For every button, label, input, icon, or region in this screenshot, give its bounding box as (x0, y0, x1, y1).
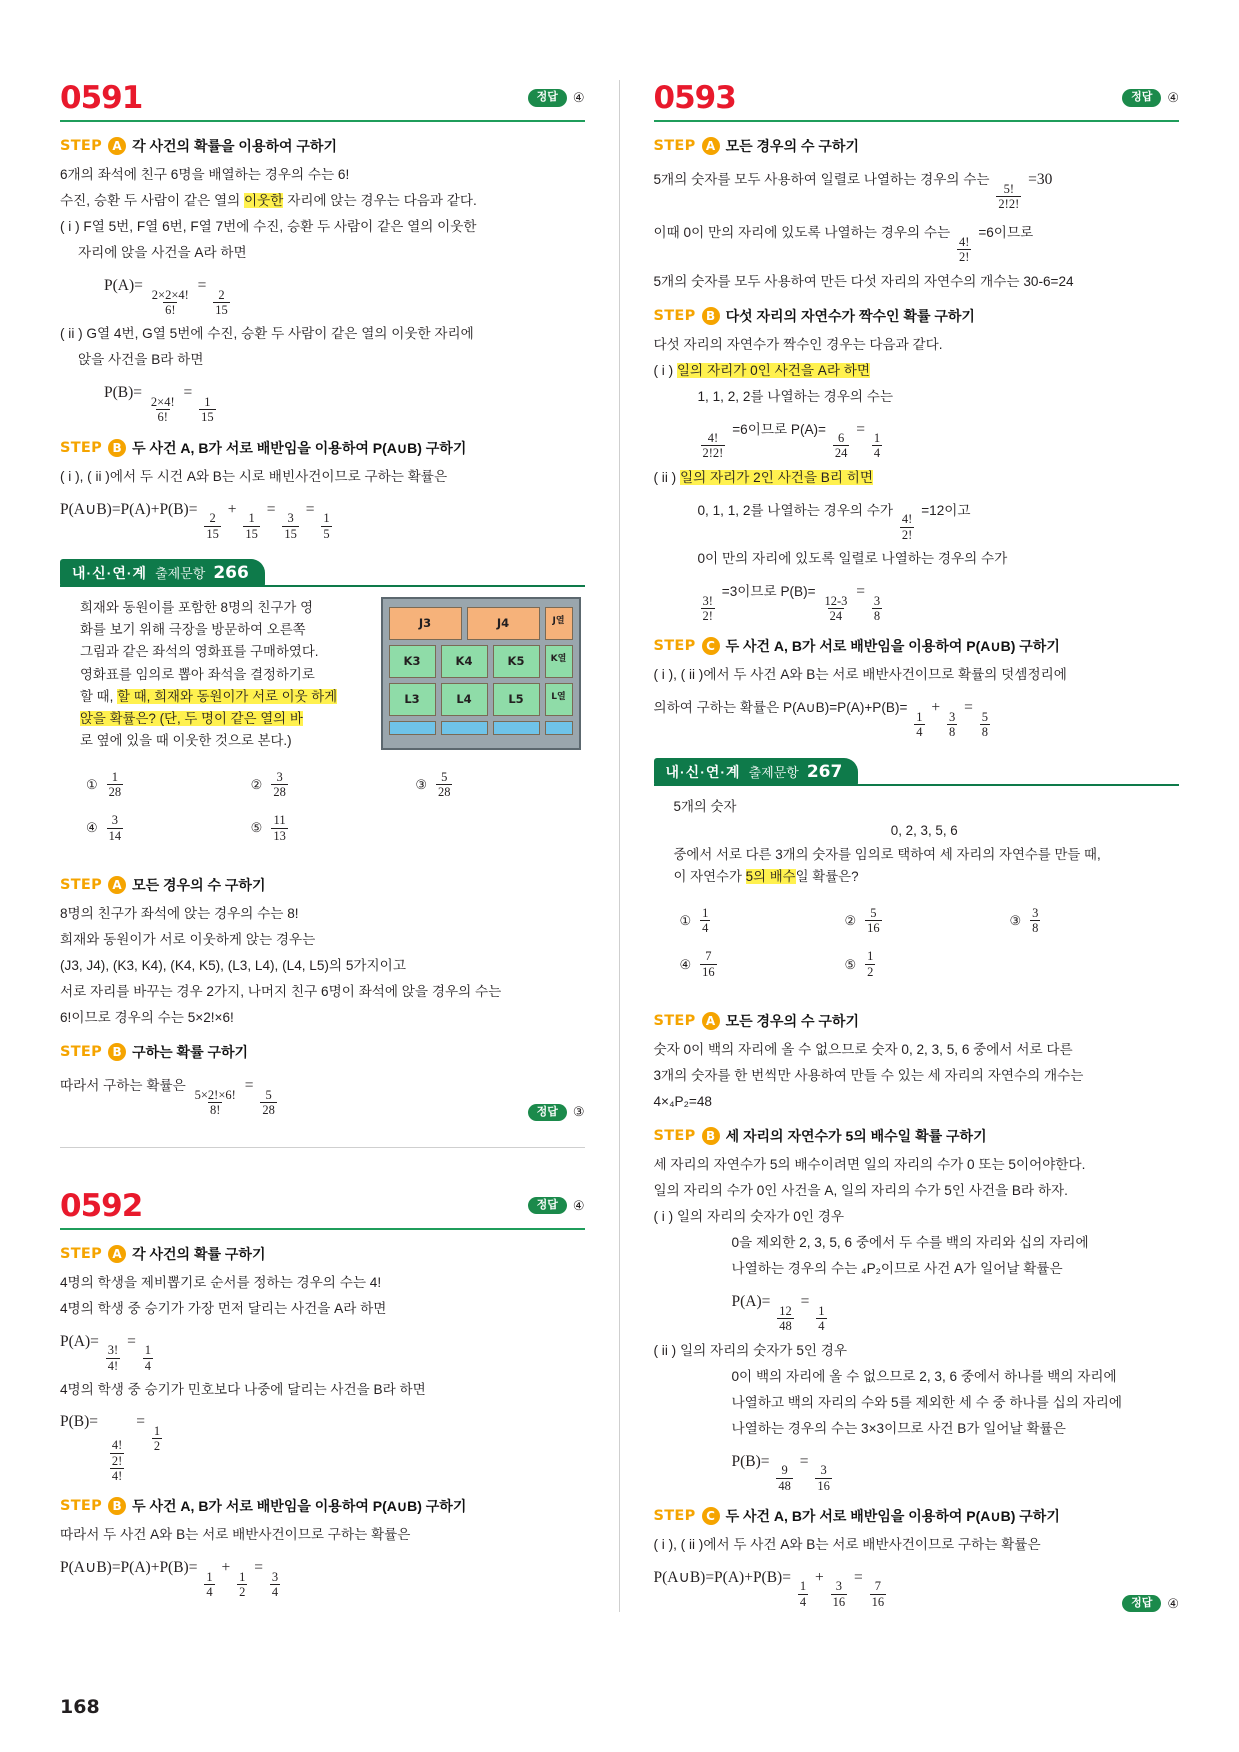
eq-sign: = (183, 384, 193, 402)
step-title: 세 자리의 자연수가 5의 배수일 확률 구하기 (725, 1128, 987, 1145)
equation-union: P(A∪B)=P(A)+P(B)= $\frac{2}{15}$ + $\frac{1}{15}$ = $\frac{3}{15}$ = $\frac{1}{5}$ (60, 500, 330, 541)
eq-lead: 따라서 구하는 확률은 (60, 1078, 186, 1094)
step-title: 두 사건 A, B가 서로 배반임을 이용하여 P(A∪B) 구하기 (132, 439, 467, 456)
fraction: $\frac{1}{4}$ (702, 905, 709, 936)
fraction: $\frac{2}{15}$ (215, 287, 228, 317)
text-line: 따라서 두 사건 A와 B는 서로 배반사건이므로 구하는 확률은 (60, 1527, 411, 1543)
step-title: 두 사건 A, B가 서로 배반임을 이용하여 P(A∪B) 구하기 (725, 638, 1060, 655)
choice-2[interactable] (845, 906, 1010, 936)
choice-5[interactable] (251, 813, 416, 843)
seat-row (389, 683, 573, 716)
seat-row-label: L열 (545, 683, 573, 716)
step-word: STEP (60, 1245, 103, 1262)
naesin-question-text (80, 597, 371, 753)
step-title: 두 사건 A, B가 서로 배반임을 이용하여 P(A∪B) 구하기 (725, 1507, 1060, 1524)
seat: L5 (493, 683, 540, 716)
step-word: STEP (60, 877, 103, 894)
naesin-body (60, 587, 585, 862)
text-line: 4×₄P₂=48 (653, 1094, 712, 1110)
choice-5[interactable] (845, 949, 1010, 979)
naesin-step-a-header (60, 875, 585, 895)
step-title: 모든 경우의 수 구하기 (725, 138, 859, 154)
choice-marker: ③ (1009, 912, 1022, 928)
naesin-box-266 (60, 559, 585, 862)
step-badge: C (702, 1507, 720, 1525)
choice-4[interactable] (680, 949, 845, 979)
text-line: 서로 자리를 바꾸는 경우 2가지, 나머지 친구 6명이 좌석에 앉을 경우의 수는 (60, 984, 502, 1000)
text-line: 영화표를 임의로 뽑아 좌석을 결정하기로 (80, 666, 315, 682)
step-badge: B (108, 1043, 126, 1061)
step-badge: A (108, 137, 126, 155)
text-line: 4명의 학생을 제비뽑기로 순서를 정하는 경우의 수는 4! (60, 1274, 382, 1290)
fraction: $\frac{3}{16}$ (832, 1579, 846, 1609)
naesin-header (654, 758, 859, 786)
seat-row (389, 721, 573, 735)
seat: J4 (467, 607, 540, 640)
choice-1[interactable] (86, 770, 251, 800)
step-word: STEP (60, 439, 103, 456)
fraction: $\frac{1}{2}$ (239, 1569, 246, 1600)
naesin-step-a-header (654, 1011, 1180, 1031)
fraction: $\frac{2}{15}$ (206, 511, 219, 541)
naesin-box-267 (654, 758, 1180, 999)
equation-case1: P(A)= $\frac{12}{48}$ = $\frac{1}{4}$ (731, 1293, 825, 1334)
step-word: STEP (653, 1507, 696, 1524)
seat: K5 (493, 645, 540, 678)
problem-header (60, 80, 585, 122)
text-line: ( ii ) G열 4번, G열 5번에 수진, 승환 두 사람이 같은 열의 이웃한 자리에 (60, 326, 474, 342)
step-word: STEP (653, 638, 696, 655)
answer-badge (528, 89, 585, 106)
problem-0592 (60, 1188, 585, 1600)
naesin-step-c-header (654, 1506, 1180, 1526)
choice-1[interactable] (680, 906, 845, 936)
answer-pill-label: 정답 (528, 89, 567, 106)
case-marker: ( i ) (653, 1209, 674, 1225)
answer-value: ③ (572, 1104, 585, 1120)
left-column (60, 80, 620, 1612)
step-word: STEP (653, 138, 696, 154)
fraction: $\frac{4!}{2!}$ (901, 512, 913, 542)
seat: K4 (441, 645, 488, 678)
step-title: 두 사건 A, B가 서로 배반임을 이용하여 P(A∪B) 구하기 (132, 1498, 467, 1515)
step-title: 구하는 확률 구하기 (132, 1044, 249, 1061)
text-line: 6개의 좌석에 친구 6명을 배열하는 경우의 수는 6! (60, 167, 350, 182)
choice-4[interactable] (86, 813, 251, 843)
highlight-text: 앉을 확률은? (단, 두 명이 같은 열의 바 (80, 711, 303, 727)
step-title: 다섯 자리의 자연수가 짝수인 확률 구하기 (725, 307, 975, 324)
problem-header (60, 1188, 585, 1230)
choice-3[interactable] (415, 770, 580, 800)
case-line: ( i ) 일의 자리의 숫자가 0인 경우 (653, 1209, 845, 1225)
fraction: $\frac{3}{14}$ (108, 813, 122, 843)
highlight-text: 일의 자리가 2인 사건을 B리 히면 (679, 469, 874, 485)
equation-case2-a: 0, 1, 1, 2를 나열하는 경우의 수가 $\frac{4!}{2!}$ =12이고 (697, 502, 971, 542)
seat-row (389, 645, 573, 678)
seat: J3 (389, 607, 462, 640)
case-marker: ( i ) (653, 362, 674, 378)
fraction: $\frac{3!}{2!}$ (702, 593, 713, 624)
naesin-header (60, 559, 265, 587)
fraction: $\frac{9}{48}$ (778, 1463, 791, 1493)
step-c-header (654, 636, 1180, 656)
step-badge: B (702, 307, 720, 325)
text-line: 그림과 같은 좌석의 영화표를 구매하였다. (80, 644, 319, 660)
choice-marker: ① (679, 912, 692, 928)
naesin-final-equation: 따라서 구하는 확률은 $\frac{5\times 2!\times 6!}{8!}$ = $\frac{5}{28}$ (60, 1077, 275, 1118)
number-set: 0, 2, 3, 5, 6 (890, 822, 958, 838)
seat (493, 721, 540, 735)
seat-figure (381, 597, 581, 753)
fraction: $\frac{1}{15}$ (201, 394, 214, 425)
fraction: $\frac{3}{8}$ (949, 709, 956, 740)
eq-sign: = (197, 277, 207, 295)
highlight-text: 5의 배수 (745, 869, 796, 885)
fraction-stacked: $\frac{\frac{4!}{2!}}{4!}$ (111, 1438, 123, 1484)
choice-marker: ④ (86, 820, 98, 836)
fraction: $\frac{1}{4}$ (799, 1579, 807, 1609)
equation-pa: P(A)= $\frac{3!}{4!}$ = $\frac{1}{4}$ (60, 1332, 151, 1373)
fraction: $\frac{5}{28}$ (262, 1087, 275, 1118)
step-a-header (60, 1244, 585, 1264)
step-b-header (60, 438, 585, 458)
fraction: $\frac{4!}{2!}$ (111, 1438, 123, 1468)
choice-marker: ④ (679, 956, 692, 972)
seat (441, 721, 488, 735)
fraction: $\frac{3}{16}$ (817, 1463, 830, 1493)
naesin-number: 267 (806, 761, 843, 782)
seat: K3 (389, 645, 436, 678)
seat (389, 721, 436, 735)
fraction: $\frac{12}{48}$ (779, 1303, 792, 1334)
fraction: $\frac{1}{2}$ (153, 1423, 161, 1453)
fraction: $\frac{7}{16}$ (871, 1579, 885, 1609)
step-badge: B (702, 1127, 720, 1145)
step-badge: B (108, 439, 126, 457)
text-line: 일의 자리의 수가 0인 사건을 A, 일의 자리의 수가 5인 사건을 B라 하자. (653, 1183, 1068, 1199)
text-with-fraction: 이때 0이 만의 자리에 있도록 나열하는 경우의 수는 $\frac{4!}{2!}$ =6이므로 (653, 225, 1034, 265)
answer-value: ④ (1167, 1595, 1179, 1611)
answer-pill-label: 정답 (1122, 1595, 1161, 1612)
answer-pill-label: 정답 (1122, 89, 1161, 106)
case-line (654, 467, 1180, 489)
naesin-body (654, 786, 1180, 999)
page-number: 168 (60, 1696, 100, 1718)
step-word: STEP (653, 1013, 696, 1030)
text-line: 수진, 승환 두 사람이 같은 열의 이웃한 자리에 앉는 경우는 다음과 같다. (60, 193, 477, 209)
step-badge: B (108, 1497, 126, 1515)
step-word: STEP (653, 307, 696, 324)
choice-marker: ② (250, 776, 263, 792)
step-badge: A (108, 876, 126, 894)
naesin-number: 266 (213, 562, 249, 583)
text-line: 나열하는 경우의 수는 3×3이므로 사건 B가 일어날 확률은 (731, 1420, 1066, 1436)
text-line: 나열하고 백의 자리의 수와 5를 제외한 세 수 중 하나를 십의 자리에 (731, 1394, 1123, 1410)
seat (545, 721, 573, 735)
seat-row-label: J열 (545, 607, 573, 640)
text-line: 8명의 친구가 좌석에 앉는 경우의 수는 8! (60, 906, 299, 922)
choice-list (86, 763, 581, 851)
text-line: 0이 백의 자리에 올 수 없으므로 2, 3, 6 중에서 하나를 백의 자리에 (731, 1368, 1117, 1384)
fraction: $\frac{1}{4}$ (873, 431, 881, 461)
fraction: $\frac{1}{2}$ (867, 949, 874, 979)
step-a-header (60, 136, 585, 156)
highlight-text: 이웃한 (244, 193, 284, 209)
text-line: 자리에 앉을 사건을 A라 하면 (78, 245, 247, 261)
naesin-tag: 내·신·연·계 (665, 763, 741, 780)
text-line: 4명의 학생 중 승기가 민호보다 나중에 달리는 사건을 B라 하면 (60, 1381, 426, 1397)
answer-badge (528, 1197, 585, 1214)
step-badge: C (702, 637, 720, 655)
step-word: STEP (60, 1044, 103, 1061)
text-line: ( i ), ( ii )에서 두 시건 A와 B는 시로 배빈사건이므로 구하는 확률은 (60, 468, 448, 484)
text-line: 숫자 0이 백의 자리에 올 수 없으므로 숫자 0, 2, 3, 5, 6 중에서 서로 다른 (653, 1042, 1073, 1058)
fraction: $\frac{4!}{2!}$ (959, 234, 970, 265)
eq-left: P(A∪B)=P(A)+P(B)= (60, 500, 198, 518)
text-line: 1, 1, 2, 2를 나열하는 경우의 수는 (697, 388, 894, 404)
choice-marker: ⑤ (844, 956, 857, 972)
equation-case2: P(B)= $\frac{9}{48}$ = $\frac{3}{16}$ (731, 1452, 830, 1493)
step-title: 각 사건의 확률 구하기 (132, 1245, 266, 1262)
text-line: (J3, J4), (K3, K4), (K4, K5), (L3, L4), (L4, L5)의 5가지이고 (60, 958, 406, 974)
step-word: STEP (653, 1128, 696, 1145)
choice-2[interactable] (251, 770, 416, 800)
text-line: 앉을 사건을 B라 하면 (78, 352, 204, 368)
highlight-text: 할 때, 희재와 동원이가 서로 이웃 하게 (117, 688, 338, 704)
fraction: $\frac{1}{4}$ (818, 1303, 825, 1334)
choice-marker: ① (86, 776, 98, 792)
text-line: 세 자리의 자연수가 5의 배수이려면 일의 자리의 수가 0 또는 5이어야한다. (653, 1157, 1086, 1173)
fraction: $\frac{3}{15}$ (284, 511, 297, 541)
text-line: 6!이므로 경우의 수는 5×2!×6! (60, 1010, 234, 1026)
text-with-fraction: 5개의 숫자를 모두 사용하여 일렬로 나열하는 경우의 수는 $\frac{5!}{2!2!}$ =30 (653, 171, 1053, 211)
text-line: ( i ), ( ii )에서 두 사건 A와 B는 서로 배반사건이므로 확률의 덧셈정리에 (653, 667, 1067, 683)
text-line: 희재와 동원이가 서로 이웃하게 앉는 경우는 (60, 932, 316, 948)
seat: L4 (441, 683, 488, 716)
fraction: $\frac{5}{28}$ (437, 769, 451, 800)
fraction: $\frac{3!}{4!}$ (107, 1343, 119, 1373)
problem-number: 0591 (60, 80, 143, 116)
fraction: $\frac{3}{8}$ (1032, 905, 1039, 936)
naesin-tag: 내·신·연·계 (72, 564, 148, 581)
fraction: $\frac{11}{13}$ (273, 813, 286, 843)
choice-marker: ⑤ (250, 820, 263, 836)
answer-value: ④ (572, 90, 585, 105)
text-line: 화를 보기 위해 극장을 방문하여 오른쪽 (80, 622, 306, 638)
equation-pa (60, 270, 585, 317)
text-line: 로 옆에 있을 때 이웃한 것으로 본다.) (80, 733, 292, 749)
problem-header (654, 80, 1180, 122)
step-badge: A (702, 137, 720, 155)
fraction: $\frac{1}{15}$ (245, 511, 258, 541)
equation-case2-b: $\frac{3!}{2!}$ =3이므로 P(B)= $\frac{12-3}{24}$ = $\frac{3}{8}$ (702, 583, 881, 624)
equation-pb (60, 377, 585, 424)
right-column (620, 80, 1180, 1612)
eq-left: P(B)= (104, 384, 143, 402)
seat-row (389, 607, 573, 640)
two-column-layout (60, 80, 1179, 1612)
text-line: 다섯 자리의 자연수가 짝수인 경우는 다음과 같다. (653, 336, 943, 352)
step-badge: A (108, 1245, 126, 1263)
text-line: 할 때, 할 때, 희재와 동원이가 서로 이웃 하게 (80, 688, 338, 704)
text-line: ( i ), ( ii )에서 두 사건 A와 B는 서로 배반사건이므로 구하는 확률은 (653, 1536, 1041, 1552)
fraction: $\frac{1}{4}$ (144, 1343, 151, 1373)
choice-marker: ③ (415, 776, 427, 792)
step-word: STEP (60, 138, 103, 154)
equation-union-final: P(A∪B)=P(A)+P(B)= $\frac{1}{4}$ + $\frac{3}{16}$ = $\frac{7}{16}$ (653, 1568, 885, 1609)
fraction: $\frac{5}{8}$ (981, 709, 989, 740)
text-line: 0이 만의 자리에 있도록 일렬로 나열하는 경우의 수가 (697, 551, 1008, 567)
equation-union: 의하여 구하는 확률은 P(A∪B)=P(A)+P(B)= $\frac{1}{4}$ + $\frac{3}{8}$ = $\frac{5}{8}$ (653, 699, 989, 740)
fraction: $\frac{2\times 4!}{6!}$ (150, 394, 175, 425)
text-line: 희재와 동원이를 포함한 8명의 친구가 영 (80, 599, 314, 615)
fraction: $\frac{7}{16}$ (702, 949, 715, 979)
naesin-subtag: 출제문항 (155, 566, 206, 582)
case-marker: ( ii ) (653, 469, 677, 485)
answer-pill-label: 정답 (528, 1197, 567, 1214)
equation-union: P(A∪B)=P(A)+P(B)= $\frac{1}{4}$ + $\frac{1}{2}$ = $\frac{3}{4}$ (60, 1559, 279, 1600)
fraction: $\frac{3}{4}$ (271, 1569, 279, 1600)
case-line (654, 360, 1180, 382)
text-line (80, 708, 371, 730)
fraction: $\frac{3}{8}$ (873, 593, 881, 624)
step-title: 각 사건의 확률을 이용하여 구하기 (132, 138, 337, 154)
answer-pill-label: 정답 (528, 1104, 567, 1121)
text-line: ( i ) F열 5번, F열 6번, F열 7번에 수진, 승환 두 사람이 같은 열의 이웃한 (60, 219, 477, 235)
text-line: 5개의 숫자를 모두 사용하여 만든 다섯 자리의 자연수의 개수는 30-6=24 (653, 273, 1074, 289)
step-word: STEP (60, 1498, 103, 1515)
naesin-subtag: 출제문항 (748, 765, 799, 781)
problem-number: 0593 (653, 80, 736, 116)
highlight-text: 일의 자리가 0인 사건을 A라 하면 (676, 362, 871, 378)
equation-pb: P(B)= $\frac{\frac{4!}{2!}}{4!}$ = $\frac{1}{2}$ (60, 1413, 161, 1484)
problem-0591 (60, 80, 585, 1148)
fraction: $\frac{1}{4}$ (206, 1569, 213, 1600)
case-line: ( ii ) 일의 자리의 숫자가 5인 경우 (653, 1342, 848, 1358)
step-badge: A (702, 1012, 720, 1030)
fraction: $\frac{1}{4}$ (916, 709, 923, 740)
answer-badge (1122, 89, 1179, 106)
choice-marker: ② (844, 912, 857, 928)
fraction: $\frac{1}{28}$ (108, 769, 122, 800)
fraction: $\frac{6}{24}$ (834, 431, 848, 461)
fraction: $\frac{4!}{2!2!}$ (702, 431, 724, 461)
answer-value: ④ (572, 1197, 585, 1213)
section-divider (60, 1147, 585, 1148)
step-title: 모든 경우의 수 구하기 (725, 1013, 859, 1030)
case-marker: ( ii ) (653, 1342, 677, 1358)
fraction: $\frac{3}{28}$ (273, 769, 286, 800)
choice-list (680, 899, 1176, 987)
text-line: 3개의 숫자를 한 번씩만 사용하여 만들 수 있는 세 자리의 자연수의 개수는 (653, 1068, 1084, 1084)
fraction: $\frac{2\times 2\times 4!}{6!}$ (151, 287, 189, 317)
seat: L3 (389, 683, 436, 716)
step-b-header (654, 306, 1180, 326)
text-line: 나열하는 경우의 수는 ₄P₂이므로 사건 A가 일어날 확률은 (731, 1261, 1063, 1277)
fraction: $\frac{12-3}{24}$ (824, 593, 848, 624)
text-line: 이 자연수가 5의 배수일 확률은? (673, 869, 859, 885)
step-title: 모든 경우의 수 구하기 (132, 877, 266, 894)
text-line: 5개의 숫자 (673, 798, 737, 814)
eq-left: P(A)= (104, 277, 143, 295)
choice-3[interactable] (1010, 906, 1175, 936)
equation-case1: $\frac{4!}{2!2!}$ =6이므로 P(A)= $\frac{6}{24}$ = $\frac{1}{4}$ (702, 420, 881, 461)
answer-value: ④ (1167, 90, 1179, 105)
text-line: 4명의 학생 중 승기가 가장 먼저 달리는 사건을 A라 하면 (60, 1300, 387, 1316)
text-line: 0을 제외한 2, 3, 5, 6 중에서 두 수를 백의 자리와 십의 자리에 (731, 1235, 1089, 1251)
step-a-header (654, 136, 1180, 156)
fraction: $\frac{1}{5}$ (323, 511, 330, 541)
seat-row-label: K열 (545, 645, 573, 678)
problem-0593 (654, 80, 1180, 1612)
naesin-step-b-header (654, 1126, 1180, 1146)
fraction: $\frac{5!}{2!2!}$ (998, 181, 1020, 211)
text-line: 중에서 서로 다른 3개의 숫자를 임의로 택하여 세 자리의 자연수를 만들 때, (673, 847, 1101, 863)
problem-number: 0592 (60, 1187, 143, 1224)
fraction: $\frac{5}{16}$ (867, 905, 880, 936)
naesin-step-b-header (60, 1042, 585, 1062)
fraction: $\frac{5\times 2!\times 6!}{8!}$ (194, 1087, 236, 1118)
step-b-header (60, 1496, 585, 1516)
